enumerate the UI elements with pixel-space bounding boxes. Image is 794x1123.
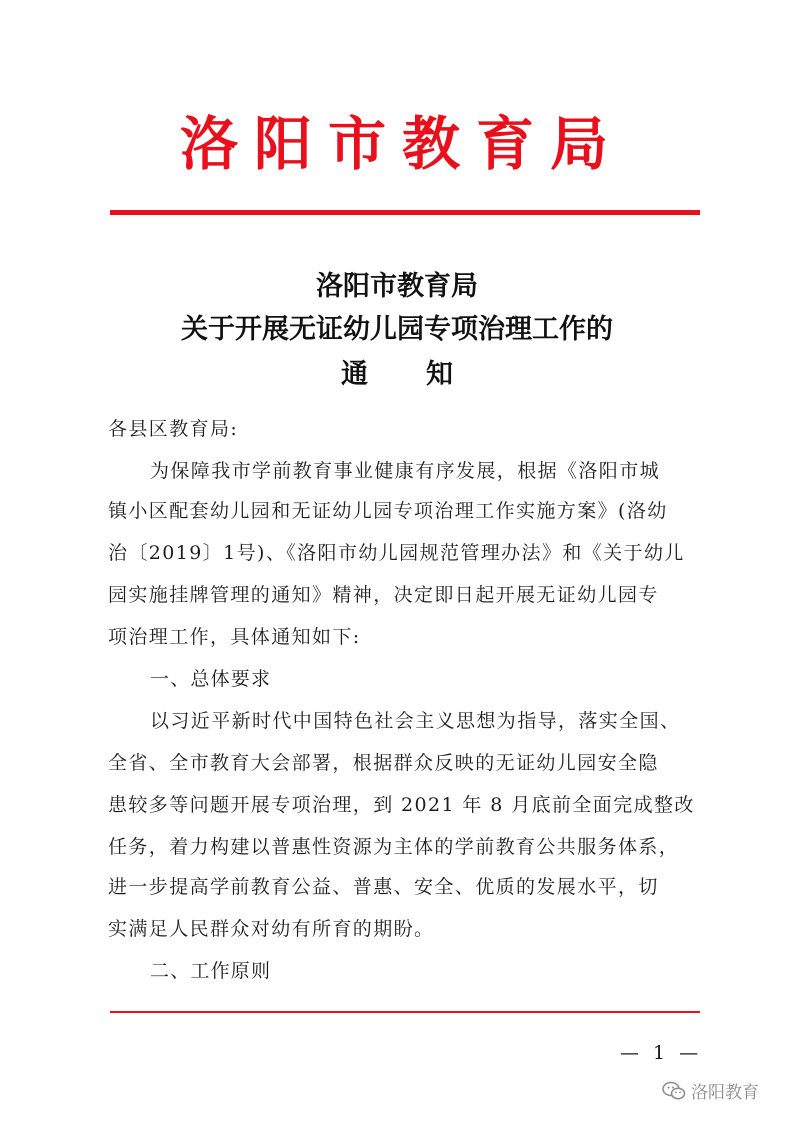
doc-title-line-2: 关于开展无证幼儿园专项治理工作的 bbox=[181, 314, 613, 345]
salutation: 各县区教育局: bbox=[108, 418, 239, 440]
wechat-icon bbox=[662, 1081, 686, 1101]
footer-red-rule bbox=[110, 1011, 700, 1013]
paragraph-line: 患较多等问题开展专项治理，到 2021 年 8 月底前全面完成整改 bbox=[108, 794, 695, 816]
letterhead-red-rule bbox=[110, 210, 700, 215]
paragraph-line: 以习近平新时代中国特色社会主义思想为指导，落实全国、 bbox=[150, 710, 681, 732]
section-heading-2: 二、工作原则 bbox=[150, 960, 272, 982]
doc-title-line-3 bbox=[0, 352, 794, 391]
letterhead-char: 市 bbox=[327, 110, 392, 178]
letterhead-char: 育 bbox=[475, 110, 540, 178]
paragraph-line: 镇小区配套幼儿园和无证幼儿园专项治理工作实施方案》(洛幼 bbox=[108, 500, 668, 522]
letterhead-char: 教 bbox=[401, 110, 466, 178]
watermark-text: 洛阳教育 bbox=[691, 1083, 759, 1103]
paragraph-line: 全省、全市教育大会部署，根据群众反映的无证幼儿园安全隐 bbox=[108, 752, 659, 774]
letterhead-char: 洛 bbox=[179, 110, 244, 178]
paragraph-line: 为保障我市学前教育事业健康有序发展，根据《洛阳市城 bbox=[150, 460, 661, 482]
doc-title-char: 知 bbox=[426, 359, 453, 390]
paragraph-line: 任务，着力构建以普惠性资源为主体的学前教育公共服务体系， bbox=[108, 836, 680, 858]
letterhead-char: 局 bbox=[549, 110, 614, 178]
page-number: — 1 — bbox=[620, 1042, 703, 1064]
doc-title-char: 通 bbox=[341, 359, 368, 390]
paragraph-line: 园实施挂牌管理的通知》精神，决定即日起开展无证幼儿园专 bbox=[108, 584, 659, 606]
paragraph-line: 进一步提高学前教育公益、普惠、安全、优质的发展水平，切 bbox=[108, 876, 659, 898]
doc-title-line-1: 洛阳市教育局 bbox=[316, 271, 478, 302]
paragraph-line: 项治理工作，具体通知如下: bbox=[108, 626, 361, 648]
paragraph-line: 治〔2019〕1号)、《洛阳市幼儿园规范管理办法》和《关于幼儿 bbox=[108, 542, 685, 564]
paragraph-line: 实满足人民群众对幼有所育的期盼。 bbox=[108, 918, 435, 940]
section-heading-1: 一、总体要求 bbox=[150, 668, 272, 690]
wechat-watermark bbox=[662, 1078, 759, 1103]
letterhead-char: 阳 bbox=[253, 110, 318, 178]
letterhead bbox=[0, 104, 794, 184]
